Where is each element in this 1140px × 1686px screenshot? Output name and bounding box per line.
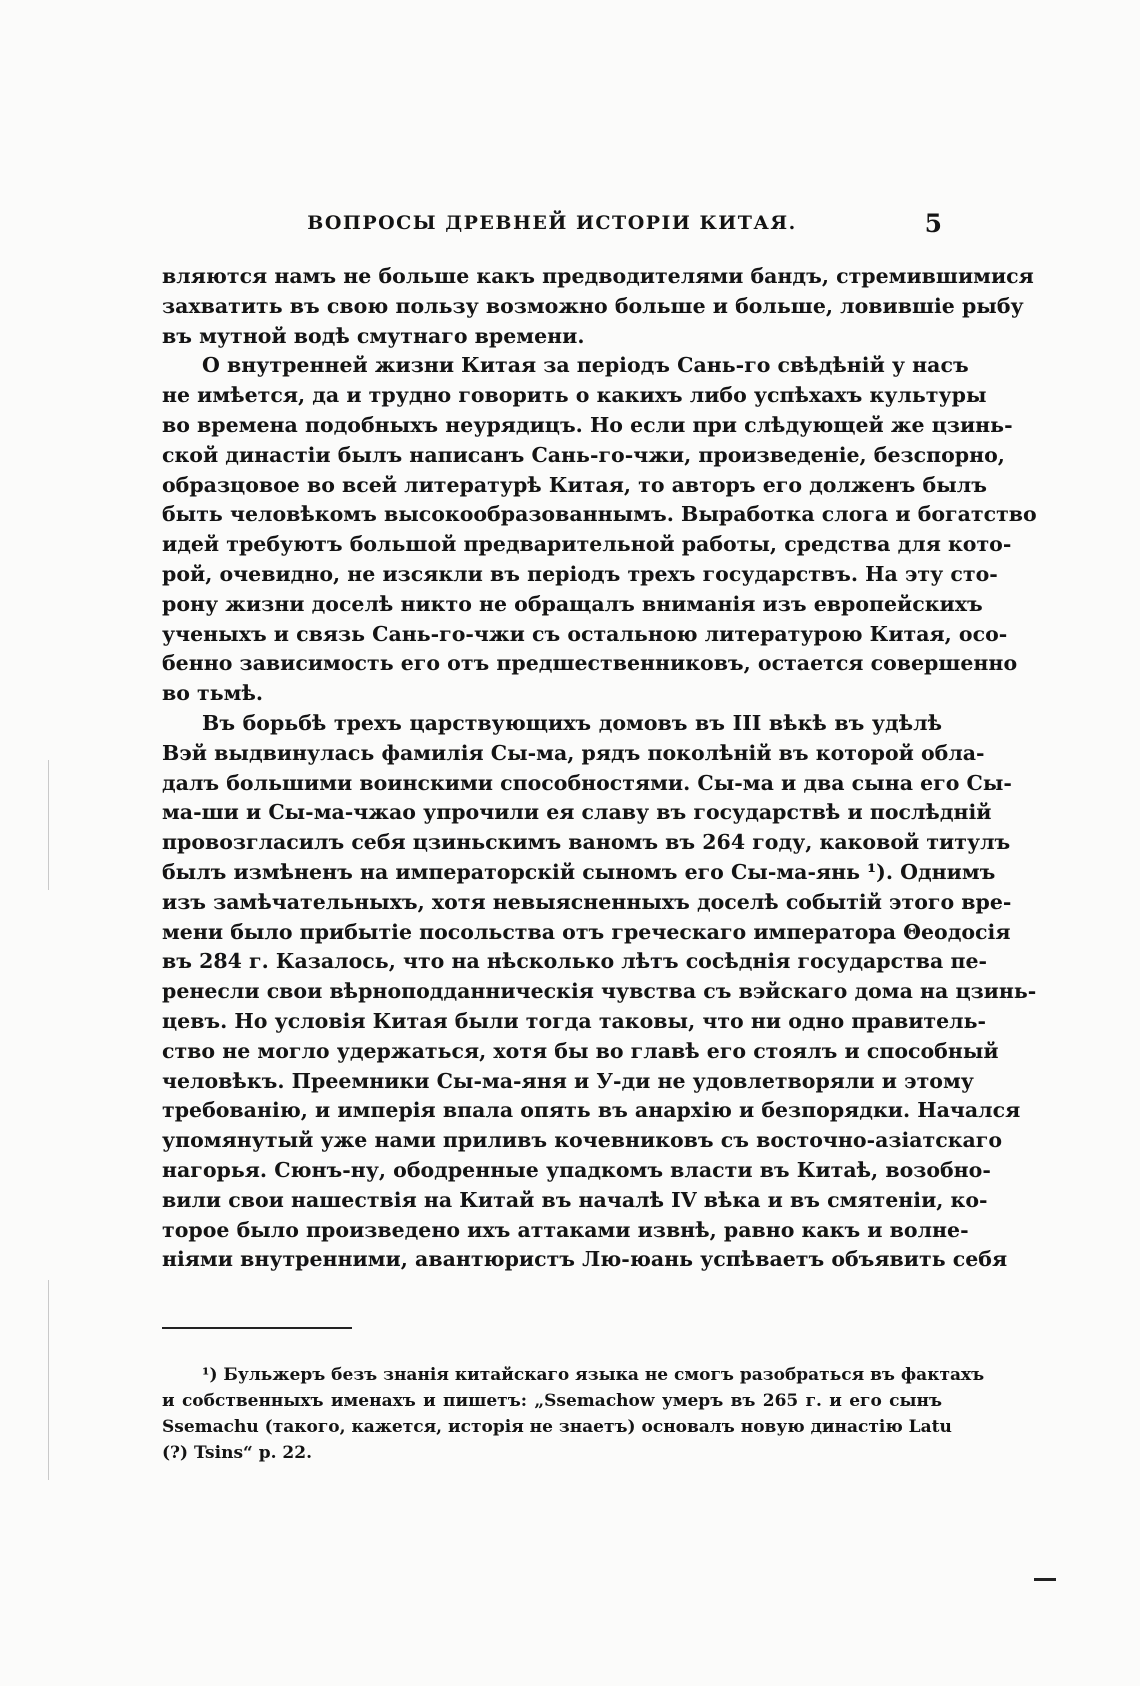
text-line: не имѣется, да и трудно говорить о какихъ либо успѣхахъ культуры — [162, 383, 987, 408]
footnote-line: Ssemachu (такого, кажется, исторія не знаетъ) основалъ новую династію Latu — [162, 1417, 952, 1437]
footnote-line: ¹) Бульжеръ безъ знанія китайскаго языка не смогъ разобраться въ фактахъ — [202, 1365, 985, 1385]
paragraph-start-line: Въ борьбѣ трехъ царствующихъ домовъ въ III вѣкѣ въ удѣлѣ — [202, 710, 942, 735]
running-header — [162, 209, 942, 242]
main-text — [162, 262, 1037, 1275]
page-number: 5 — [924, 209, 942, 238]
text-line: образцовое во всей литературѣ Китая, то авторъ его долженъ былъ — [162, 472, 987, 497]
text-line: ніями внутренними, авантюристъ Лю-юань успѣваетъ объявить себя — [162, 1247, 1008, 1272]
text-line: ской династіи былъ написанъ Сань-го-чжи, произведеніе, безспорно, — [162, 442, 1005, 467]
text-line: Вэй выдвинулась фамилія Сы-ма, рядъ поколѣній въ которой обла- — [162, 740, 985, 765]
footnotes — [162, 1362, 985, 1466]
text-line: быть человѣкомъ высокообразованнымъ. Выработка слога и богатство — [162, 502, 1037, 527]
page-title: ВОПРОСЫ ДРЕВНЕЙ ИСТОРІИ КИТАЯ. — [307, 212, 797, 234]
text-line: во времена подобныхъ неурядицъ. Но если при слѣдующей же цзинь- — [162, 412, 1013, 437]
text-line: провозгласилъ себя цзиньскимъ ваномъ въ 264 году, каковой титулъ — [162, 830, 1011, 855]
footnote-line: и собственныхъ именахъ и пишетъ: „Ssemachow умеръ въ 265 г. и его сынъ — [162, 1391, 942, 1411]
text-line: ма-ши и Сы-ма-чжао упрочили ея славу въ государствѣ и послѣдній — [162, 800, 992, 825]
footnote-divider — [162, 1327, 352, 1329]
text-line: мени было прибытіе посольства отъ греческаго императора Θеодосія — [162, 919, 1011, 944]
text-line: рону жизни доселѣ никто не обращалъ вниманія изъ европейскихъ — [162, 591, 983, 616]
paragraph-start-line: О внутренней жизни Китая за періодъ Сань-го свѣдѣній у насъ — [202, 353, 969, 378]
text-line: изъ замѣчательныхъ, хотя невыясненныхъ доселѣ событій этого вре- — [162, 889, 1012, 914]
text-line: нагорья. Сюнъ-ну, ободренные упадкомъ власти въ Китаѣ, возобно- — [162, 1157, 991, 1182]
text-line: въ 284 г. Казалось, что на нѣсколько лѣтъ сосѣднія государства пе- — [162, 949, 988, 974]
text-line: захватить въ свою пользу возможно больше и больше, ловившіе рыбу — [162, 293, 1024, 318]
text-line: ство не могло удержаться, хотя бы во главѣ его стоялъ и способный — [162, 1038, 999, 1063]
text-line: ренесли свои вѣрноподданническія чувства съ вэйскаго дома на цзинь- — [162, 979, 1037, 1004]
text-line: былъ измѣненъ на императорскій сыномъ его Сы-ма-янь ¹). Однимъ — [162, 859, 996, 884]
scan-speck — [1034, 1578, 1056, 1581]
text-line: въ мутной водѣ смутнаго времени. — [162, 323, 585, 348]
text-line: требованію, и имперія впала опять въ анархію и безпорядки. Начался — [162, 1098, 1021, 1123]
scan-margin-mark — [48, 1280, 49, 1480]
text-line: во тьмѣ. — [162, 681, 264, 706]
text-line: ученыхъ и связь Сань-го-чжи съ остальною литературою Китая, осо- — [162, 621, 1008, 646]
text-line: вляются намъ не больше какъ предводителями бандъ, стремившимися — [162, 264, 1034, 288]
text-line: упомянутый уже нами приливъ кочевниковъ съ восточно-азіатскаго — [162, 1128, 1003, 1153]
text-line: бенно зависимость его отъ предшественниковъ, остается совершенно — [162, 651, 1018, 676]
text-line: торое было произведено ихъ аттаками извнѣ, равно какъ и волне- — [162, 1217, 969, 1242]
scan-margin-mark — [48, 760, 49, 890]
text-line: человѣкъ. Преемники Сы-ма-яня и У-ди не удовлетворяли и этому — [162, 1068, 974, 1093]
text-line: рой, очевидно, не изсякли въ періодъ трехъ государствъ. На эту сто- — [162, 561, 998, 586]
text-line: цевъ. Но условія Китая были тогда таковы, что ни одно правитель- — [162, 1008, 987, 1033]
text-line: идей требуютъ большой предварительной работы, средства для кото- — [162, 532, 1012, 557]
footnote-line: (?) Tsins“ p. 22. — [162, 1443, 313, 1463]
text-line: вили свои нашествія на Китай въ началѣ IV вѣка и въ смятеніи, ко- — [162, 1187, 988, 1212]
text-line: далъ большими воинскими способностями. Сы-ма и два сына его Сы- — [162, 770, 1012, 795]
